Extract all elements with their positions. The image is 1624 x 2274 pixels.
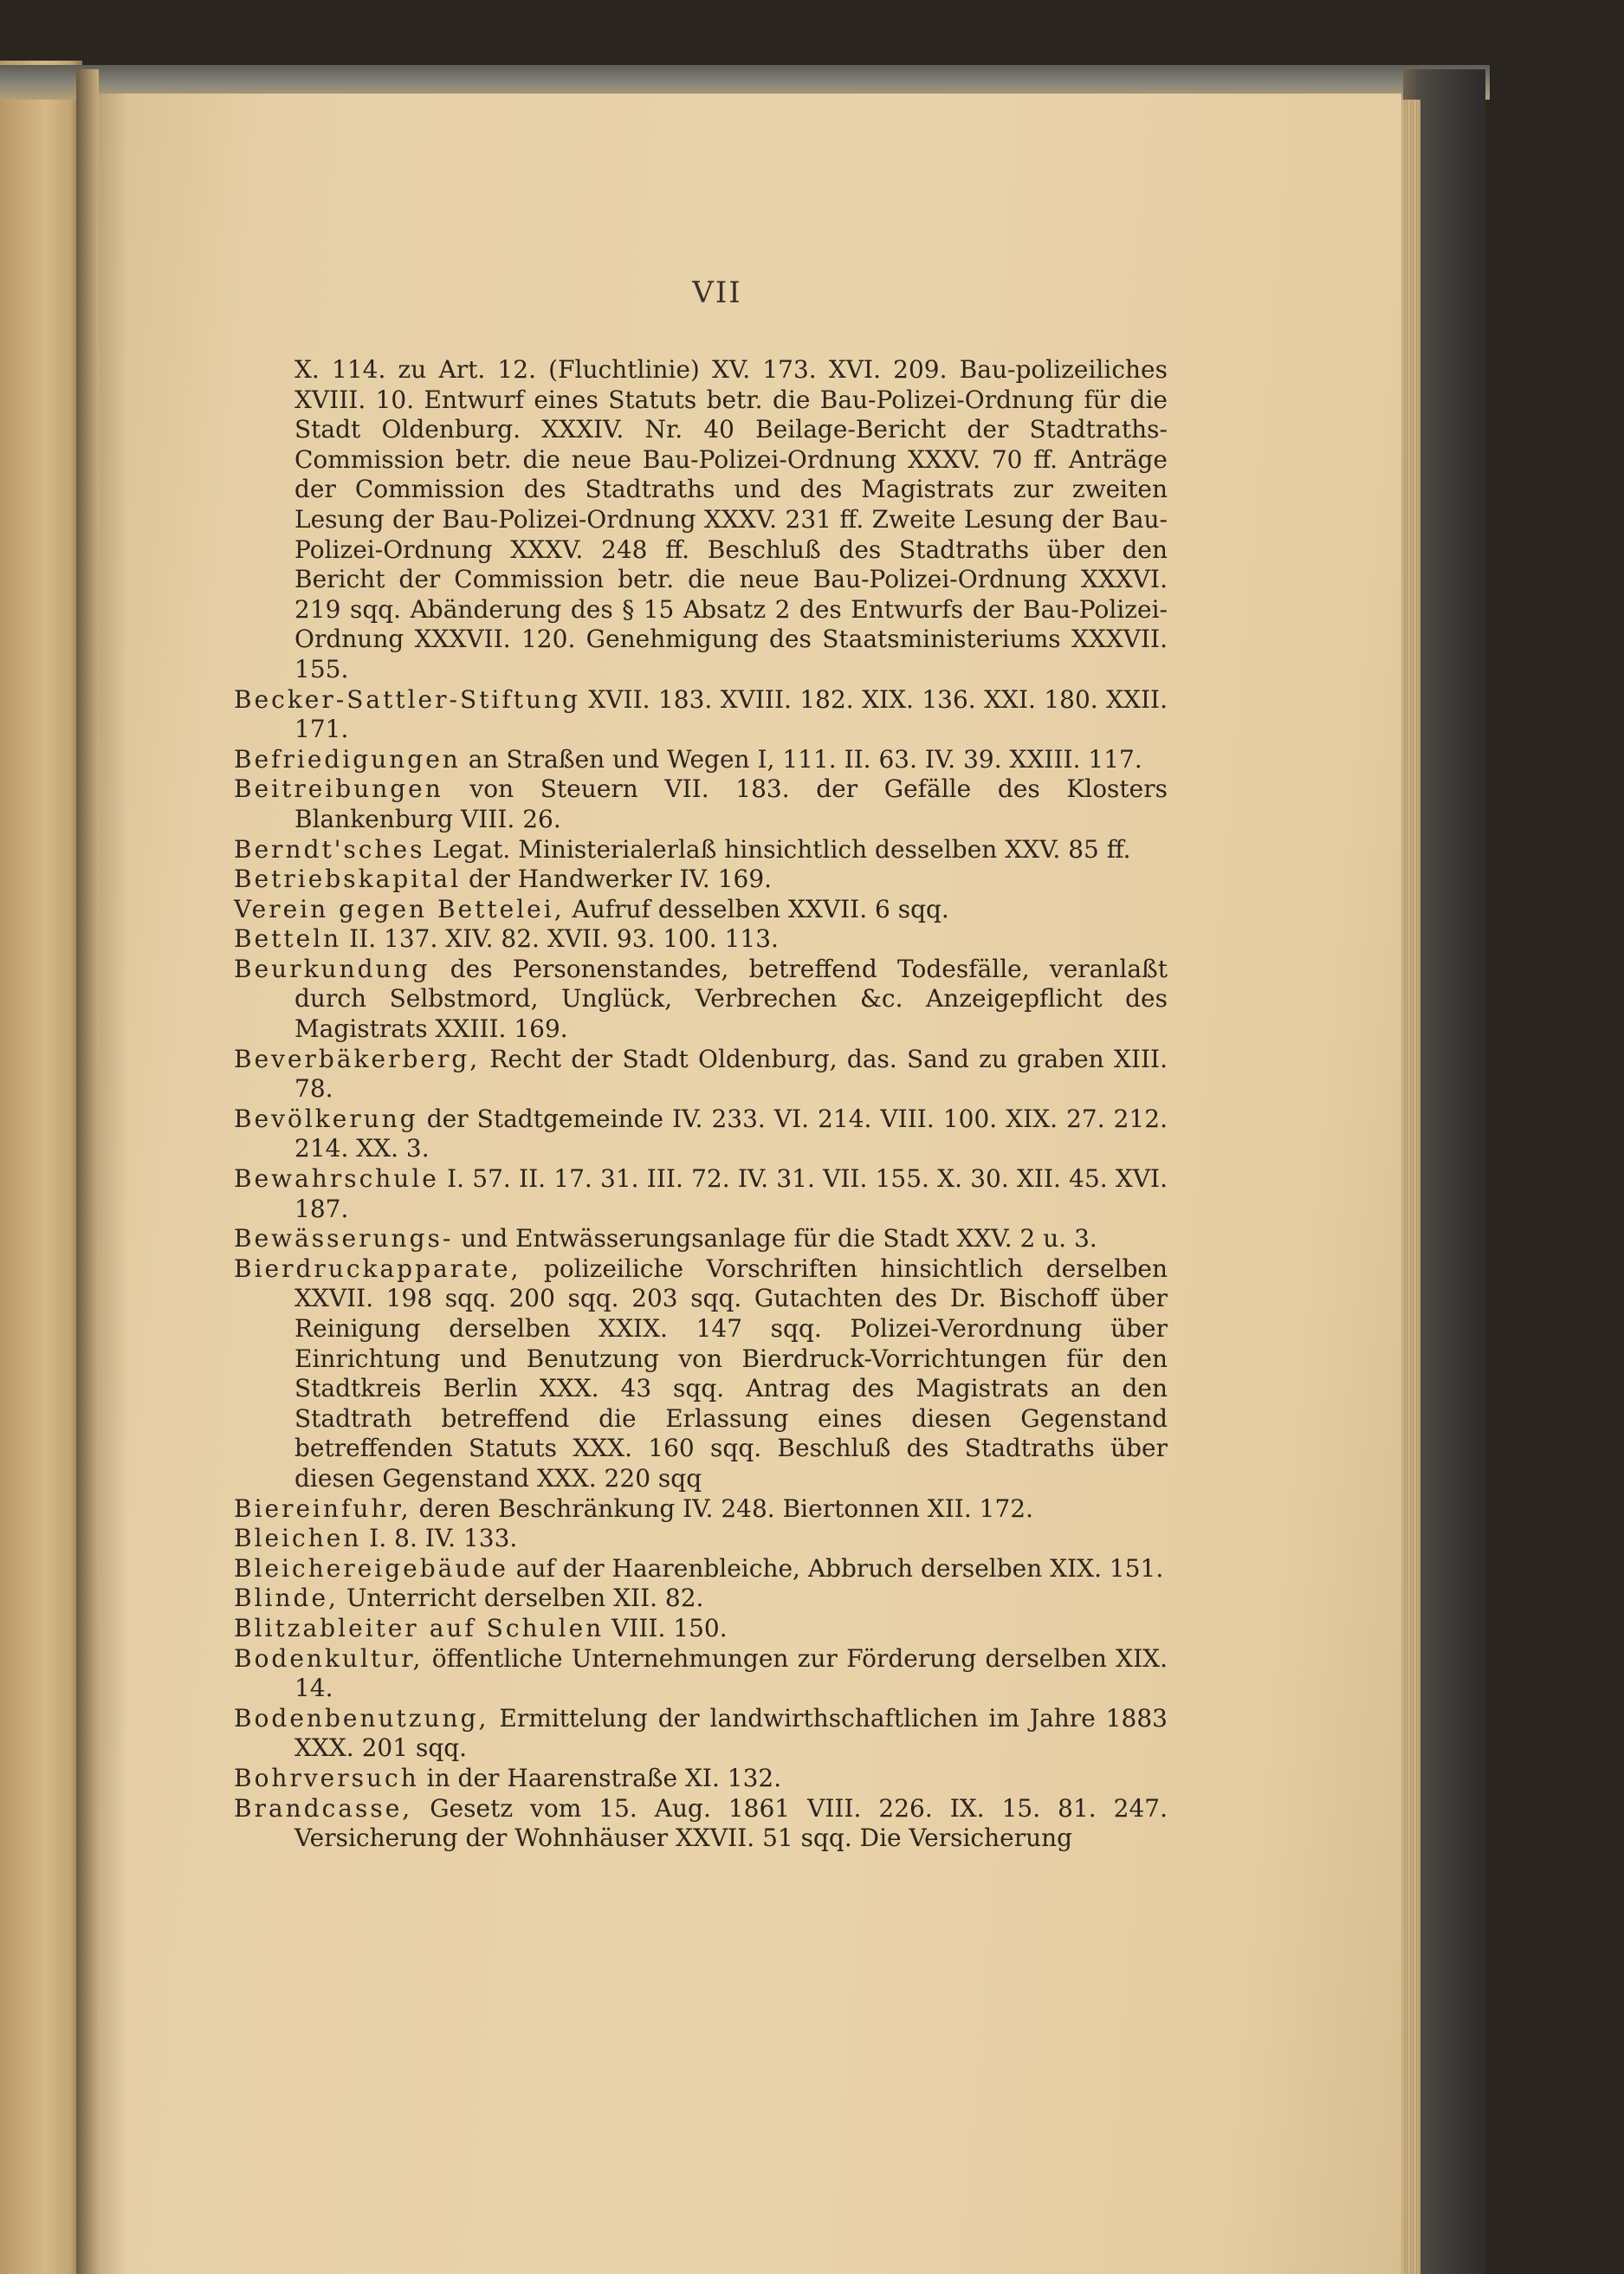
entry-text: Recht der Stadt Oldenburg, das. Sand zu graben XIII. 78. (294, 1044, 1168, 1104)
entry-text: II. 137. XIV. 82. XVII. 93. 100. 113. (341, 924, 779, 954)
index-entry (234, 1224, 1168, 1254)
entry-text: in der Haarenstraße XI. 132. (418, 1763, 782, 1792)
entry-heading: Beitreibungen (234, 774, 443, 804)
entry-text: Gesetz vom 15. Aug. 1861 VIII. 226. IX. 15. 81. 247. Versicherung der Wohnhäuser XXVII. 51 sqq. Die Versicherung (294, 1793, 1168, 1853)
entry-heading: Verein gegen Bettelei, (234, 894, 565, 923)
entry-heading: Befriedigungen (234, 744, 461, 774)
entry-text: Legat. Ministerialerlaß hinsichtlich desselben XXV. 85 ff. (424, 834, 1131, 864)
entry-heading: Blitzableiter auf Schulen (234, 1613, 605, 1642)
entry-text: VIII. 150. (604, 1613, 728, 1642)
index-entry (234, 1614, 1168, 1644)
entry-text: der Stadtgemeinde IV. 233. VI. 214. VIII. 100. XIX. 27. 212. 214. XX. 3. (294, 1104, 1168, 1163)
entry-text: Aufruf desselben XXVII. 6 sqq. (564, 894, 949, 923)
index-text-block (234, 355, 1168, 1854)
entry-text: I. 57. II. 17. 31. III. 72. IV. 31. VII. 155. X. 30. XII. 45. XVI. 187. (294, 1164, 1168, 1223)
entry-heading: Becker-Sattler-Stiftung (234, 684, 580, 714)
index-entry (234, 1704, 1168, 1764)
entry-heading: Brandcasse, (234, 1793, 413, 1823)
entry-heading: Bevölkerung (234, 1104, 418, 1133)
index-entry (234, 1045, 1168, 1105)
index-entry (234, 774, 1168, 834)
entry-text: des Personenstandes, betreffend Todesfälle, veranlaßt durch Selbstmord, Unglück, Verbrechen &c. Anzeigepflicht des Magistrats XXIII. 169. (294, 954, 1168, 1044)
entry-heading: Beurkundung (234, 954, 430, 983)
index-entry (234, 1494, 1168, 1525)
index-entry (234, 895, 1168, 925)
entry-text: von Steuern VII. 183. der Gefälle des Klosters Blankenburg VIII. 26. (294, 774, 1168, 833)
entry-heading: Bierdruckapparate, (234, 1254, 521, 1283)
entry-text: Unterricht derselben XII. 82. (338, 1584, 704, 1613)
entry-text: polizeiliche Vorschriften hinsichtlich derselben XXVII. 198 sqq. 200 sqq. 203 sqq. Gutachten des Dr. Bischoff über Reinigung derselben XXIX. 147 sqq. Polizei-Verordnung über Einrichtung und Benutzung von Bierdruck-Vorrichtungen für den Stadtkreis Berlin XXX. 43 sqq. Antrag des Magistrats an den Stadtrath betreffend die Erlassung eines diesen Gegenstand betreffenden Statuts XXX. 160 sqq. Beschluß des Stadtraths über diesen Gegenstand XXX. 220 sqq (294, 1254, 1168, 1493)
entry-heading: Bewahrschule (234, 1164, 439, 1194)
index-entry (234, 685, 1168, 745)
gutter-shadow (94, 94, 128, 2274)
entry-text: an Straßen und Wegen I, 111. II. 63. IV. 39. XXIII. 117. (460, 744, 1142, 774)
entry-text: Ermittelung der landwirthschaftlichen im Jahre 1883 XXX. 201 sqq. (294, 1703, 1168, 1763)
entry-text: und Entwässerungsanlage für die Stadt XXV. 2 u. 3. (453, 1224, 1097, 1254)
index-entry (234, 1794, 1168, 1854)
index-entry (234, 1254, 1168, 1494)
index-entry (234, 1164, 1168, 1224)
index-entry (234, 1584, 1168, 1614)
index-entry (234, 1554, 1168, 1584)
entry-text: der Handwerker IV. 169. (461, 865, 773, 894)
entry-heading: Bewässerungs- (234, 1224, 454, 1254)
entry-heading: Betteln (234, 924, 342, 954)
book-gutter (76, 69, 99, 2274)
entry-heading: Blinde, (234, 1584, 339, 1613)
index-entry (234, 1524, 1168, 1554)
index-entry (234, 1105, 1168, 1164)
entry-heading: Bleichen (234, 1524, 362, 1553)
entry-heading: Bodenbenutzung, (234, 1703, 489, 1733)
index-entry (234, 835, 1168, 865)
entry-text: XVII. 183. XVIII. 182. XIX. 136. XXI. 180. XXII. 171. (294, 684, 1168, 744)
index-entry (234, 355, 1168, 685)
index-entry (234, 955, 1168, 1045)
opposite-page-edge (0, 61, 82, 2274)
entry-heading: Beverbäkerberg, (234, 1044, 481, 1073)
entry-text: deren Beschränkung IV. 248. Biertonnen XII. 172. (411, 1493, 1033, 1523)
index-entry (234, 745, 1168, 775)
entry-text: X. 114. zu Art. 12. (Fluchtlinie) XV. 173. XVI. 209. Bau-polizeiliches XVIII. 10. Entwurf eines Statuts betr. die Bau-Polizei-Ordnung für die Stadt Oldenburg. XXXIV. Nr. 40 Beilage-Bericht der Stadtraths-Commission betr. die neue Bau-Polizei-Ordnung XXXV. 70 ff. Anträge der Commission des Stadtraths und des Magistrats zur zweiten Lesung der Bau-Polizei-Ordnung XXXV. 231 ff. Zweite Lesung der Bau-Polizei-Ordnung XXXV. 248 ff. Beschluß des Stadtraths über den Bericht der Commission betr. die neue Bau-Polizei-Ordnung XXXVI. 219 sqq. Abänderung des § 15 Absatz 2 des Entwurfs der Bau-Polizei-Ordnung XXXVII. 120. Genehmigung des Staatsministeriums XXXVII. 155. (294, 355, 1168, 683)
entry-heading: Biereinfuhr, (234, 1493, 411, 1523)
entry-text: auf der Haarenbleiche, Abbruch derselben XIX. 151. (508, 1553, 1164, 1583)
entry-heading: Bodenkultur, (234, 1643, 424, 1673)
entry-text: I. 8. IV. 133. (361, 1524, 518, 1553)
entry-heading: Berndt'sches (234, 834, 425, 864)
entry-heading: Betriebskapital (234, 865, 462, 894)
index-entry (234, 924, 1168, 955)
index-entry (234, 1644, 1168, 1704)
entry-text: öffentliche Unternehmungen zur Förderung derselben XIX. 14. (294, 1643, 1168, 1703)
index-entry (234, 865, 1168, 895)
index-entry (234, 1764, 1168, 1794)
entry-heading: Bohrversuch (234, 1763, 419, 1792)
entry-heading: Bleichereigebäude (234, 1553, 508, 1583)
page-number: VII (692, 275, 742, 310)
